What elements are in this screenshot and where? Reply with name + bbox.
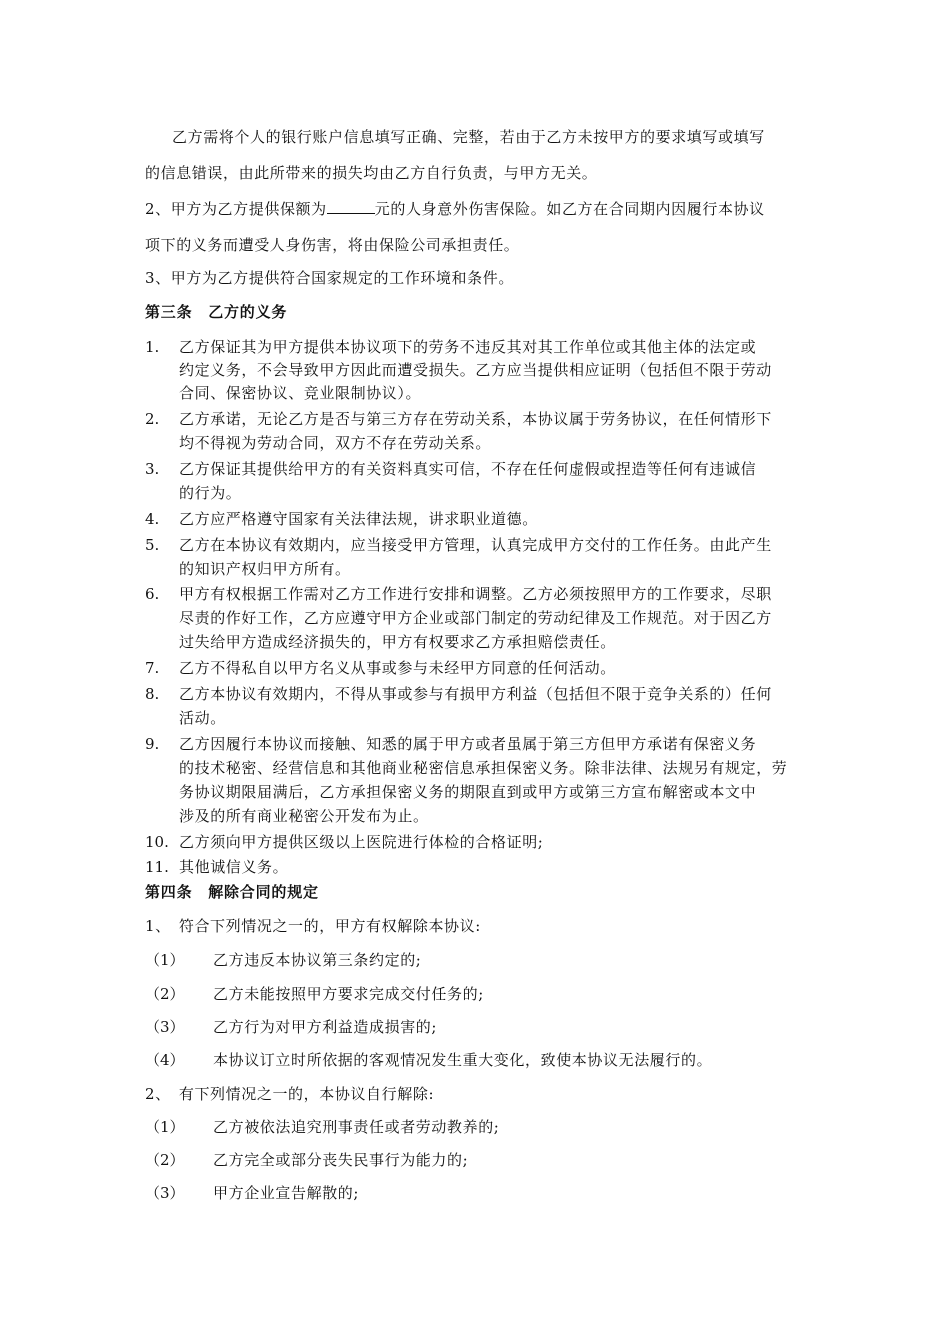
item-number: 1.: [145, 338, 160, 356]
list-item-line: 尽责的作好工作，乙方应遵守甲方企业或部门制定的劳动纪律及工作规范。对于因乙方: [179, 609, 772, 627]
paragraph-line: 乙方需将个人的银行账户信息填写正确、完整，若由于乙方未按甲方的要求填写或填写: [172, 128, 765, 146]
list-item-line: 涉及的所有商业秘密公开发布为止。: [179, 807, 429, 825]
list-item-line: 乙方应严格遵守国家有关法律法规，讲求职业道德。: [179, 510, 538, 528]
subsection-title: 1、 符合下列情况之一的，甲方有权解除本协议:: [145, 917, 481, 935]
list-item-line: 活动。: [179, 709, 226, 727]
item-number: （2）: [145, 1151, 185, 1169]
subsection-title: 2、 有下列情况之一的，本协议自行解除:: [145, 1085, 435, 1103]
list-item-line: 乙方不得私自以甲方名义从事或参与未经甲方同意的任何活动。: [179, 659, 616, 677]
item-number: （1）: [145, 1118, 185, 1136]
section-heading: 第三条 乙方的义务: [145, 303, 288, 321]
list-item-line: 均不得视为劳动合同，双方不存在劳动关系。: [179, 434, 492, 452]
list-item-line: 约定义务，不会导致甲方因此而遭受损失。乙方应当提供相应证明（包括但不限于劳动: [179, 361, 772, 379]
list-item-line: 乙方须向甲方提供区级以上医院进行体检的合格证明;: [179, 833, 544, 851]
list-item-line: 的行为。: [179, 484, 242, 502]
clause-text: 2、甲方为乙方提供保额为: [145, 200, 327, 218]
item-number: （2）: [145, 985, 185, 1003]
list-item-line: 合同、保密协议、竞业限制协议）。: [179, 384, 422, 402]
fill-blank: [327, 199, 375, 214]
list-item-line: 乙方承诺，无论乙方是否与第三方存在劳动关系，本协议属于劳务协议，在任何情形下: [179, 410, 772, 428]
list-item-line: 务协议期限届满后，乙方承担保密义务的期限直到或甲方或第三方宣布解密或本文中: [179, 783, 757, 801]
item-number: 8.: [145, 685, 160, 703]
list-item-line: 乙方在本协议有效期内，应当接受甲方管理，认真完成甲方交付的工作任务。由此产生: [179, 536, 772, 554]
list-item-line: 乙方保证其为甲方提供本协议项下的劳务不违反其对其工作单位或其他主体的法定或: [179, 338, 757, 356]
item-number: 7.: [145, 659, 160, 677]
item-number: 3.: [145, 460, 160, 478]
list-item-line: 乙方保证其提供给甲方的有关资料真实可信，不存在任何虚假或捏造等任何有违诚信: [179, 460, 757, 478]
list-item-line: 本协议订立时所依据的客观情况发生重大变化，致使本协议无法履行的。: [213, 1051, 713, 1069]
item-number: （3）: [145, 1184, 185, 1202]
list-item-line: 过失给甲方造成经济损失的，甲方有权要求乙方承担赔偿责任。: [179, 633, 616, 651]
item-number: 4.: [145, 510, 160, 528]
list-item-line: 乙方违反本协议第三条约定的;: [213, 951, 422, 969]
item-number: 2.: [145, 410, 160, 428]
paragraph-line: [145, 199, 765, 219]
list-item-line: 乙方本协议有效期内，不得从事或参与有损甲方利益（包括但不限于竞争关系的）任何: [179, 685, 772, 703]
item-number: （1）: [145, 951, 185, 969]
paragraph-line: 项下的义务而遭受人身伤害，将由保险公司承担责任。: [145, 236, 520, 254]
list-item-line: 乙方行为对甲方利益造成损害的;: [213, 1018, 438, 1036]
list-item-line: 甲方有权根据工作需对乙方工作进行安排和调整。乙方必须按照甲方的工作要求，尽职: [179, 585, 772, 603]
item-number: 11.: [145, 858, 169, 876]
list-item-line: 甲方企业宣告解散的;: [213, 1184, 360, 1202]
item-number: 9.: [145, 735, 160, 753]
item-number: 10.: [145, 833, 169, 851]
list-item-line: 的知识产权归甲方所有。: [179, 560, 351, 578]
item-number: （4）: [145, 1051, 185, 1069]
list-item-line: 的技术秘密、经营信息和其他商业秘密信息承担保密义务。除非法律、法规另有规定，劳: [179, 759, 788, 777]
list-item-line: 乙方被依法追究刑事责任或者劳动教养的;: [213, 1118, 500, 1136]
list-item-line: 乙方未能按照甲方要求完成交付任务的;: [213, 985, 484, 1003]
clause-text: 元的人身意外伤害保险。如乙方在合同期内因履行本协议: [374, 200, 765, 218]
section-heading: 第四条 解除合同的规定: [145, 883, 319, 901]
paragraph-line: 的信息错误，由此所带来的损失均由乙方自行负责，与甲方无关。: [145, 164, 598, 182]
list-item-line: 乙方完全或部分丧失民事行为能力的;: [213, 1151, 469, 1169]
paragraph-line: 3、甲方为乙方提供符合国家规定的工作环境和条件。: [145, 269, 514, 287]
item-number: 6.: [145, 585, 160, 603]
item-number: （3）: [145, 1018, 185, 1036]
list-item-line: 乙方因履行本协议而接触、知悉的属于甲方或者虽属于第三方但甲方承诺有保密义务: [179, 735, 757, 753]
item-number: 5.: [145, 536, 160, 554]
list-item-line: 其他诚信义务。: [179, 858, 289, 876]
